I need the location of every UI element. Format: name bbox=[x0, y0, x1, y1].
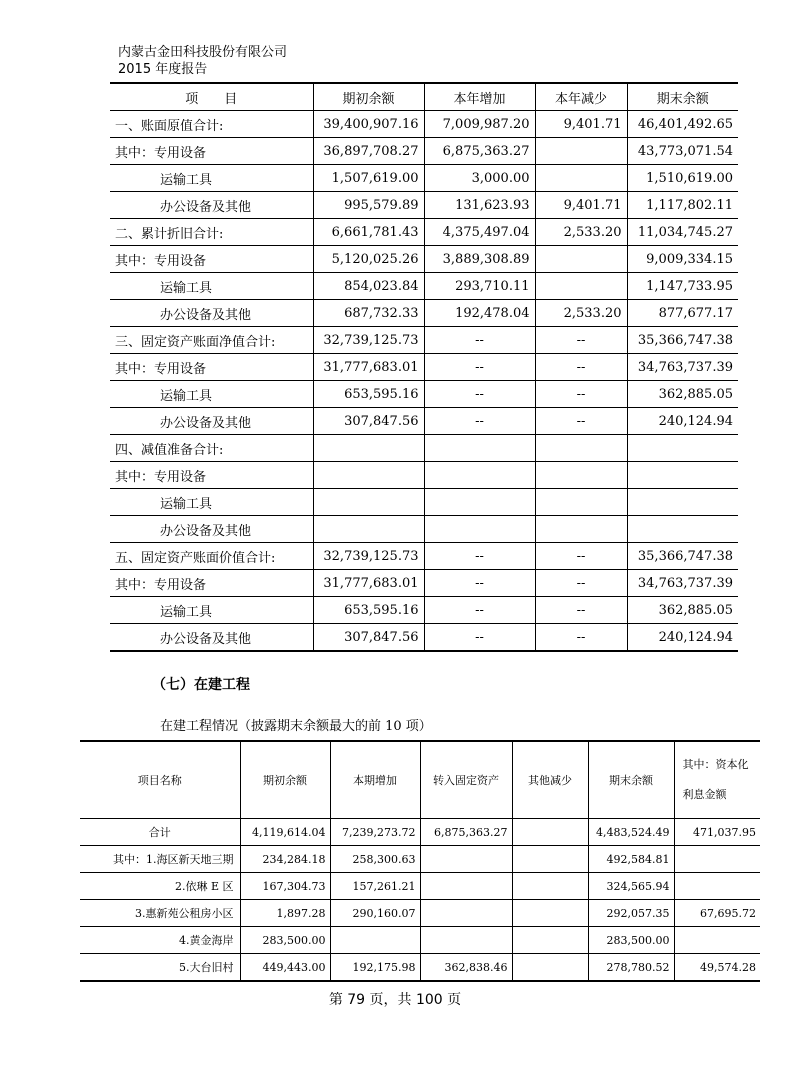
value-cell: 49,574.28 bbox=[674, 954, 760, 982]
value-cell: 307,847.56 bbox=[313, 624, 424, 652]
value-cell: -- bbox=[535, 570, 627, 597]
page-footer: 第 79 页，共 100 页 bbox=[328, 992, 462, 1008]
column-header: 项目名称 bbox=[80, 741, 240, 819]
value-cell bbox=[420, 900, 512, 927]
value-cell: 1,510,619.00 bbox=[627, 165, 738, 192]
value-cell: 167,304.73 bbox=[240, 873, 330, 900]
column-header: 其他减少 bbox=[512, 741, 588, 819]
value-cell: 362,885.05 bbox=[627, 381, 738, 408]
value-cell: 1,147,733.95 bbox=[627, 273, 738, 300]
row-item-label: 其中：专用设备 bbox=[110, 354, 313, 381]
value-cell bbox=[627, 462, 738, 489]
table-row bbox=[110, 462, 738, 489]
table-row bbox=[110, 246, 738, 273]
value-cell: 324,565.94 bbox=[588, 873, 674, 900]
table-row bbox=[110, 219, 738, 246]
value-cell bbox=[535, 138, 627, 165]
value-cell bbox=[420, 846, 512, 873]
value-cell: 157,261.21 bbox=[330, 873, 420, 900]
value-cell: 687,732.33 bbox=[313, 300, 424, 327]
project-name: 3.惠新苑公租房小区 bbox=[80, 900, 240, 927]
row-item-label: 办公设备及其他 bbox=[110, 408, 313, 435]
value-cell: 35,366,747.38 bbox=[627, 327, 738, 354]
table-row bbox=[110, 543, 738, 570]
value-cell: 9,401.71 bbox=[535, 192, 627, 219]
value-cell: 362,885.05 bbox=[627, 597, 738, 624]
value-cell bbox=[674, 873, 760, 900]
row-item-label: 运输工具 bbox=[110, 597, 313, 624]
column-header: 期末余额 bbox=[588, 741, 674, 819]
value-cell: 5,120,025.26 bbox=[313, 246, 424, 273]
value-cell: -- bbox=[535, 597, 627, 624]
table-row bbox=[110, 435, 738, 462]
value-cell bbox=[330, 927, 420, 954]
value-cell: -- bbox=[535, 624, 627, 652]
project-name: 4.黄金海岸 bbox=[80, 927, 240, 954]
column-header: 期初余额 bbox=[313, 84, 424, 111]
value-cell: -- bbox=[424, 624, 535, 652]
value-cell: 292,057.35 bbox=[588, 900, 674, 927]
value-cell: 34,763,737.39 bbox=[627, 570, 738, 597]
value-cell: 192,478.04 bbox=[424, 300, 535, 327]
section-title: （七）在建工程 bbox=[152, 677, 250, 693]
column-header: 项 目 bbox=[110, 84, 313, 111]
project-name: 合计 bbox=[80, 819, 240, 846]
value-cell bbox=[535, 435, 627, 462]
value-cell: 278,780.52 bbox=[588, 954, 674, 982]
value-cell bbox=[535, 516, 627, 543]
value-cell: 492,584.81 bbox=[588, 846, 674, 873]
row-item-label: 办公设备及其他 bbox=[110, 624, 313, 652]
value-cell bbox=[535, 246, 627, 273]
column-header: 期末余额 bbox=[627, 84, 738, 111]
value-cell: 653,595.16 bbox=[313, 597, 424, 624]
value-cell: 31,777,683.01 bbox=[313, 354, 424, 381]
column-header: 期初余额 bbox=[240, 741, 330, 819]
value-cell: -- bbox=[535, 408, 627, 435]
value-cell bbox=[420, 873, 512, 900]
table-row bbox=[110, 516, 738, 543]
value-cell: -- bbox=[535, 327, 627, 354]
column-header: 转入固定资产 bbox=[420, 741, 512, 819]
table-row bbox=[110, 624, 738, 652]
table-row bbox=[110, 111, 738, 138]
value-cell bbox=[512, 819, 588, 846]
table-row bbox=[110, 327, 738, 354]
project-name: 2.依琳 E 区 bbox=[80, 873, 240, 900]
value-cell: 877,677.17 bbox=[627, 300, 738, 327]
report-header bbox=[118, 44, 287, 78]
value-cell bbox=[512, 900, 588, 927]
value-cell bbox=[313, 435, 424, 462]
table-row bbox=[110, 489, 738, 516]
value-cell: 995,579.89 bbox=[313, 192, 424, 219]
table-row bbox=[110, 597, 738, 624]
value-cell: 34,763,737.39 bbox=[627, 354, 738, 381]
table-row bbox=[80, 900, 760, 927]
value-cell: 7,009,987.20 bbox=[424, 111, 535, 138]
table-row bbox=[110, 300, 738, 327]
value-cell: -- bbox=[535, 354, 627, 381]
value-cell bbox=[512, 873, 588, 900]
value-cell bbox=[313, 462, 424, 489]
row-item-label: 运输工具 bbox=[110, 273, 313, 300]
value-cell: 192,175.98 bbox=[330, 954, 420, 982]
table-row bbox=[110, 138, 738, 165]
value-cell: 3,000.00 bbox=[424, 165, 535, 192]
value-cell: 293,710.11 bbox=[424, 273, 535, 300]
construction-table bbox=[80, 740, 760, 982]
row-item-label: 其中：专用设备 bbox=[110, 462, 313, 489]
row-item-label: 办公设备及其他 bbox=[110, 192, 313, 219]
value-cell: 258,300.63 bbox=[330, 846, 420, 873]
value-cell: 6,875,363.27 bbox=[420, 819, 512, 846]
value-cell: 854,023.84 bbox=[313, 273, 424, 300]
value-cell bbox=[313, 489, 424, 516]
value-cell: 362,838.46 bbox=[420, 954, 512, 982]
row-item-label: 三、固定资产账面净值合计: bbox=[110, 327, 313, 354]
company-name: 内蒙古金田科技股份有限公司 bbox=[118, 45, 288, 60]
value-cell: 131,623.93 bbox=[424, 192, 535, 219]
value-cell: 1,507,619.00 bbox=[313, 165, 424, 192]
project-name: 5.大台旧村 bbox=[80, 954, 240, 982]
value-cell bbox=[424, 435, 535, 462]
value-cell bbox=[512, 846, 588, 873]
value-cell: 32,739,125.73 bbox=[313, 543, 424, 570]
value-cell: 3,889,308.89 bbox=[424, 246, 535, 273]
table-header-row bbox=[80, 741, 760, 819]
value-cell: 471,037.95 bbox=[674, 819, 760, 846]
row-item-label: 办公设备及其他 bbox=[110, 516, 313, 543]
value-cell bbox=[535, 165, 627, 192]
value-cell: 307,847.56 bbox=[313, 408, 424, 435]
table-row bbox=[110, 192, 738, 219]
row-item-label: 其中：专用设备 bbox=[110, 246, 313, 273]
value-cell: 6,661,781.43 bbox=[313, 219, 424, 246]
value-cell bbox=[535, 489, 627, 516]
value-cell: 67,695.72 bbox=[674, 900, 760, 927]
value-cell: 32,739,125.73 bbox=[313, 327, 424, 354]
row-item-label: 五、固定资产账面价值合计: bbox=[110, 543, 313, 570]
value-cell bbox=[674, 846, 760, 873]
row-item-label: 运输工具 bbox=[110, 489, 313, 516]
row-item-label: 其中：专用设备 bbox=[110, 570, 313, 597]
table-row bbox=[80, 927, 760, 954]
value-cell bbox=[313, 516, 424, 543]
row-item-label: 四、减值准备合计: bbox=[110, 435, 313, 462]
table-row bbox=[110, 165, 738, 192]
table-row bbox=[80, 846, 760, 873]
value-cell bbox=[420, 927, 512, 954]
value-cell: 1,897.28 bbox=[240, 900, 330, 927]
value-cell: 240,124.94 bbox=[627, 408, 738, 435]
value-cell: -- bbox=[424, 381, 535, 408]
table-header-row bbox=[110, 84, 738, 111]
column-header: 其中：资本化利息金额 bbox=[674, 741, 760, 819]
value-cell: 35,366,747.38 bbox=[627, 543, 738, 570]
value-cell: 9,009,334.15 bbox=[627, 246, 738, 273]
value-cell bbox=[424, 462, 535, 489]
value-cell: -- bbox=[424, 597, 535, 624]
value-cell: 46,401,492.65 bbox=[627, 111, 738, 138]
row-item-label: 二、累计折旧合计: bbox=[110, 219, 313, 246]
value-cell: 7,239,273.72 bbox=[330, 819, 420, 846]
value-cell: 653,595.16 bbox=[313, 381, 424, 408]
table-row bbox=[110, 570, 738, 597]
fixed-assets-table bbox=[110, 84, 738, 652]
project-name: 其中：1.海区新天地三期 bbox=[80, 846, 240, 873]
value-cell: -- bbox=[424, 543, 535, 570]
value-cell bbox=[627, 516, 738, 543]
report-year: 2015 年度报告 bbox=[118, 62, 208, 77]
column-header: 本年增加 bbox=[424, 84, 535, 111]
value-cell bbox=[424, 516, 535, 543]
table-row bbox=[80, 873, 760, 900]
value-cell: -- bbox=[424, 327, 535, 354]
value-cell: -- bbox=[424, 354, 535, 381]
value-cell: 2,533.20 bbox=[535, 219, 627, 246]
value-cell: 36,897,708.27 bbox=[313, 138, 424, 165]
value-cell: -- bbox=[424, 408, 535, 435]
row-item-label: 其中：专用设备 bbox=[110, 138, 313, 165]
row-item-label: 一、账面原值合计: bbox=[110, 111, 313, 138]
table-row bbox=[80, 819, 760, 846]
value-cell bbox=[674, 927, 760, 954]
value-cell: 4,483,524.49 bbox=[588, 819, 674, 846]
table-row bbox=[110, 381, 738, 408]
value-cell bbox=[512, 927, 588, 954]
value-cell bbox=[535, 273, 627, 300]
table-row bbox=[110, 354, 738, 381]
value-cell bbox=[512, 954, 588, 982]
row-item-label: 运输工具 bbox=[110, 165, 313, 192]
value-cell: 6,875,363.27 bbox=[424, 138, 535, 165]
value-cell: 234,284.18 bbox=[240, 846, 330, 873]
value-cell bbox=[424, 489, 535, 516]
row-item-label: 办公设备及其他 bbox=[110, 300, 313, 327]
value-cell bbox=[627, 489, 738, 516]
table-row bbox=[110, 408, 738, 435]
table-row bbox=[110, 273, 738, 300]
value-cell: 1,117,802.11 bbox=[627, 192, 738, 219]
table-subtitle: 在建工程情况（披露期末余额最大的前 10 项） bbox=[160, 719, 432, 734]
value-cell: -- bbox=[535, 543, 627, 570]
column-header: 本年减少 bbox=[535, 84, 627, 111]
value-cell: 39,400,907.16 bbox=[313, 111, 424, 138]
row-item-label: 运输工具 bbox=[110, 381, 313, 408]
value-cell: 240,124.94 bbox=[627, 624, 738, 652]
value-cell: 11,034,745.27 bbox=[627, 219, 738, 246]
value-cell bbox=[627, 435, 738, 462]
table-row bbox=[80, 954, 760, 982]
value-cell: 43,773,071.54 bbox=[627, 138, 738, 165]
value-cell bbox=[535, 462, 627, 489]
value-cell: 2,533.20 bbox=[535, 300, 627, 327]
value-cell: 31,777,683.01 bbox=[313, 570, 424, 597]
value-cell: 9,401.71 bbox=[535, 111, 627, 138]
value-cell: 283,500.00 bbox=[588, 927, 674, 954]
value-cell: -- bbox=[535, 381, 627, 408]
value-cell: 283,500.00 bbox=[240, 927, 330, 954]
value-cell: 4,375,497.04 bbox=[424, 219, 535, 246]
column-header: 本期增加 bbox=[330, 741, 420, 819]
value-cell: 449,443.00 bbox=[240, 954, 330, 982]
value-cell: -- bbox=[424, 570, 535, 597]
value-cell: 290,160.07 bbox=[330, 900, 420, 927]
value-cell: 4,119,614.04 bbox=[240, 819, 330, 846]
